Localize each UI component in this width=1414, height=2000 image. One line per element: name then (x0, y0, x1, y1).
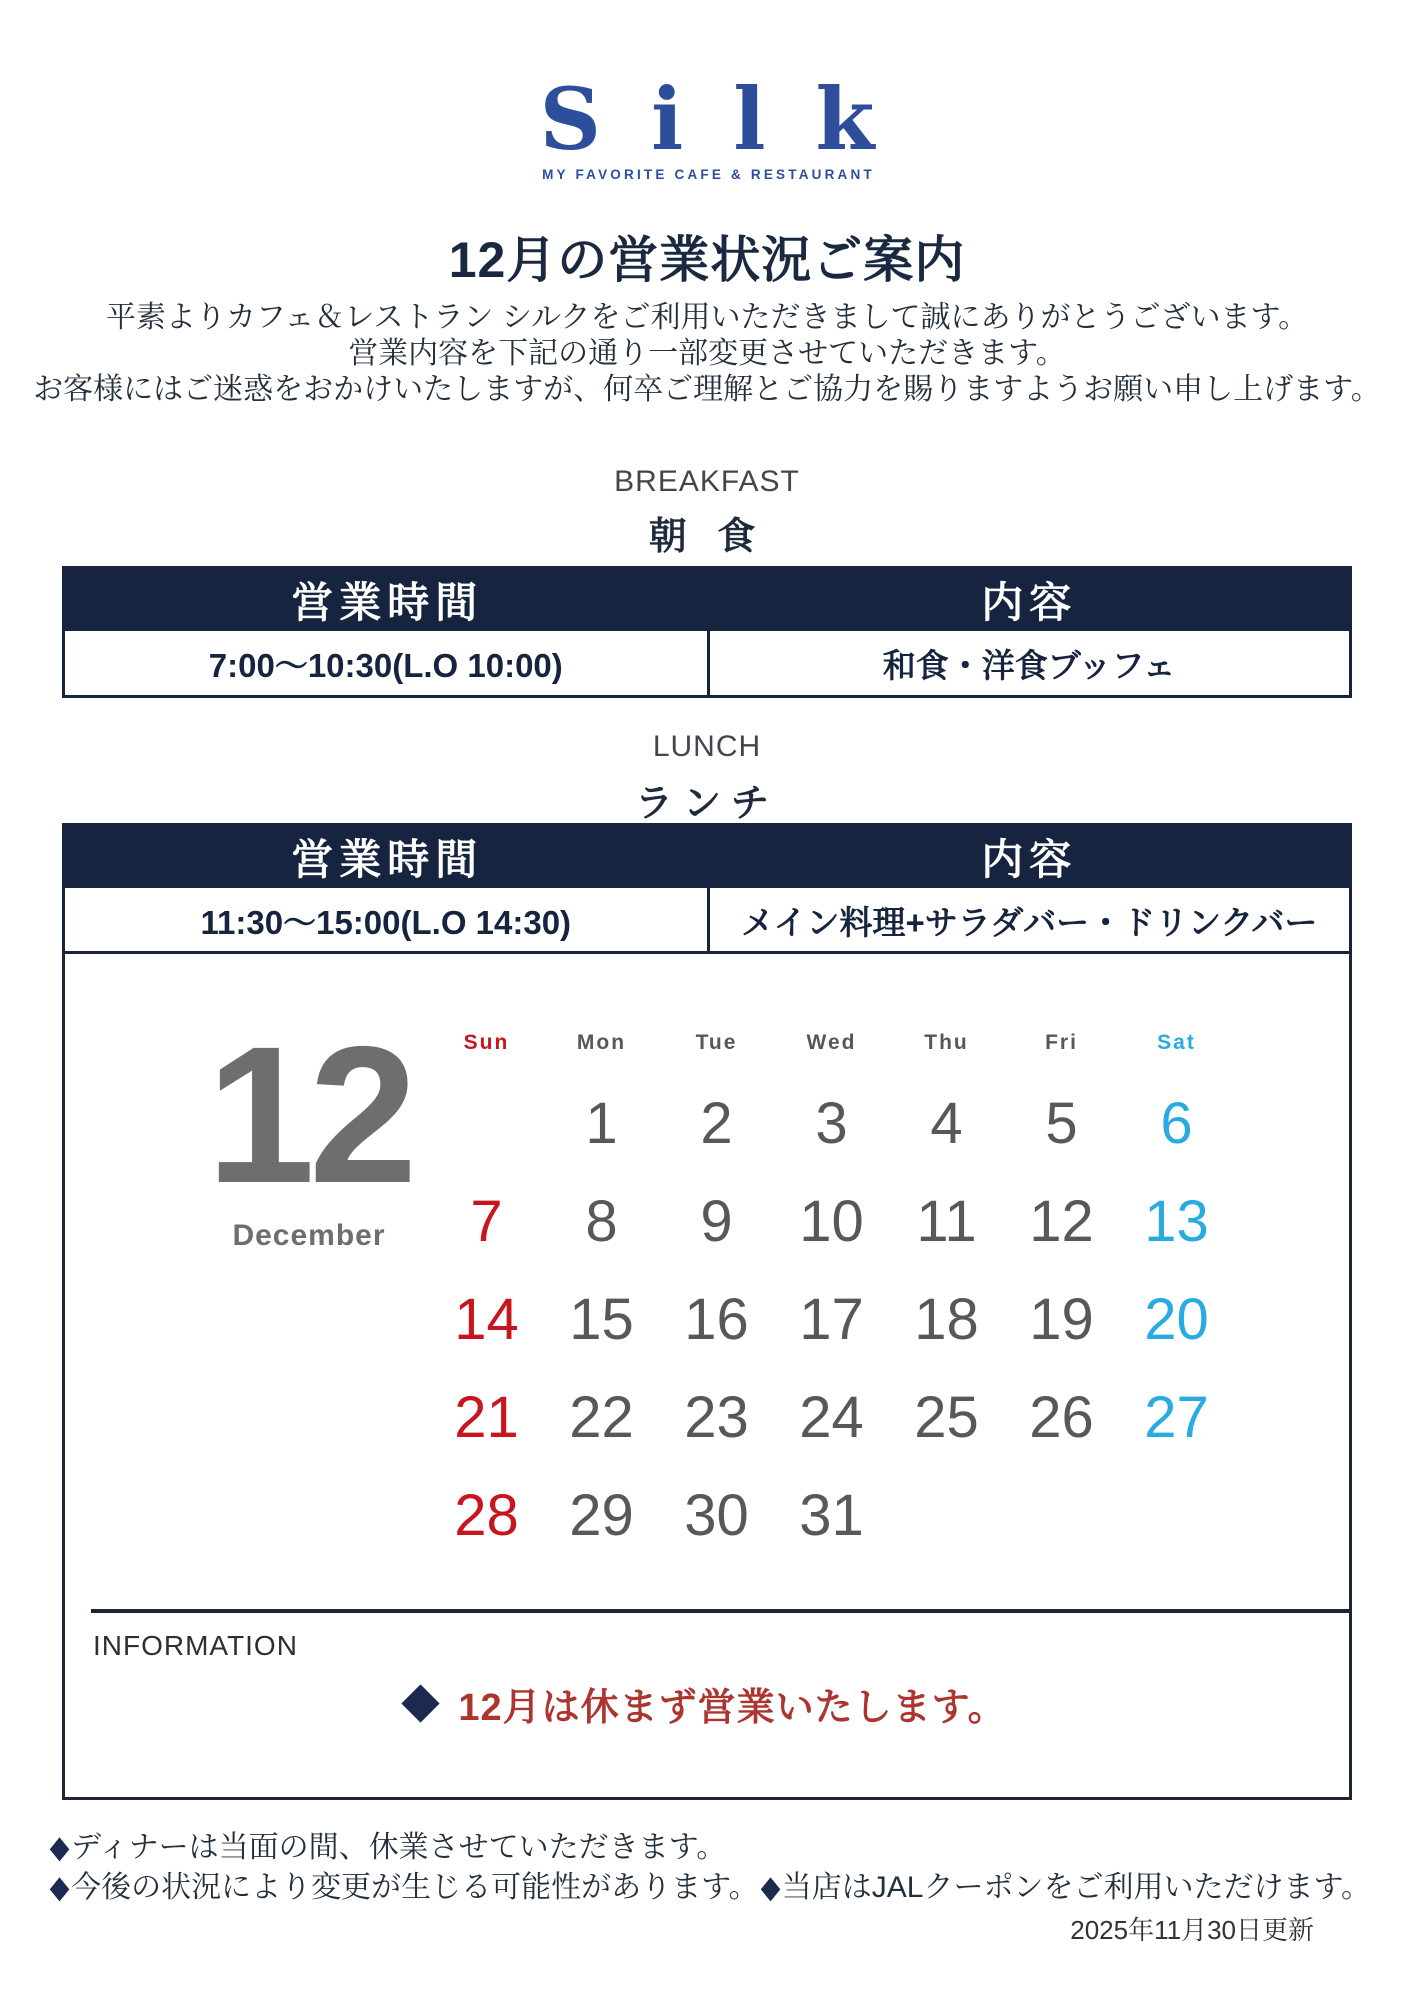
intro-line-2: 営業内容を下記の通り一部変更させていただきます。 (348, 337, 1066, 370)
calendar-date: 7 (470, 1188, 503, 1254)
calendar-date: 22 (569, 1384, 634, 1450)
calendar-date: 27 (1144, 1384, 1209, 1450)
calendar-date: 13 (1144, 1188, 1209, 1254)
calendar-date: 1 (585, 1090, 618, 1156)
footer-note-2 (48, 1862, 1384, 1906)
calendar-date: 18 (914, 1286, 979, 1352)
page-title: 12月の営業状況ご案内 (448, 232, 966, 288)
weekday-label-sat: Sat (1157, 1031, 1196, 1054)
breakfast-time: 7:00〜10:30(L.O 10:00) (65, 631, 710, 695)
footer-note-1-text: ディナーは当面の間、休業させていただきます。 (71, 1831, 727, 1864)
weekday-label-fri: Fri (1045, 1031, 1078, 1054)
calendar-date: 14 (454, 1286, 519, 1352)
diamond-icon: ◆ (49, 1830, 70, 1865)
calendar-date: 11 (916, 1188, 977, 1254)
calendar-date (889, 1466, 1004, 1564)
lunch-heading-ja: ランチ (634, 783, 779, 825)
calendar-date: 12 (1029, 1188, 1094, 1254)
calendar-date (1119, 1466, 1234, 1564)
weekday-label-sun: Sun (463, 1031, 510, 1054)
breakfast-col-content: 内容 (981, 579, 1078, 626)
lunch-table (62, 823, 1352, 955)
calendar-date: 21 (454, 1384, 519, 1450)
calendar-date: 3 (815, 1090, 848, 1156)
breakfast-heading-ja: 朝 食 (648, 516, 766, 558)
calendar-date (1004, 1466, 1119, 1564)
breakfast-table (62, 566, 1352, 698)
calendar-date: 24 (799, 1384, 864, 1450)
calendar-grid (429, 1012, 1234, 1564)
calendar-date: 15 (569, 1286, 634, 1352)
restaurant-logo (0, 70, 1414, 182)
calendar-date: 10 (799, 1188, 864, 1254)
logo-tagline: MY FAVORITE CAFE & RESTAURANT (542, 167, 875, 182)
calendar-date: 30 (684, 1482, 749, 1548)
breakfast-col-time: 営業時間 (291, 579, 484, 626)
footer-note-3-text: 当店はJALクーポンをご利用いただけます。 (781, 1871, 1372, 1904)
calendar-date: 2 (700, 1090, 733, 1156)
lunch-heading-en: LUNCH (652, 730, 762, 763)
diamond-icon: ◆ (760, 1870, 781, 1905)
diamond-icon: ◆ (49, 1870, 70, 1905)
calendar-date: 8 (585, 1188, 618, 1254)
calendar-date: 6 (1160, 1090, 1193, 1156)
intro-line-1: 平素よりカフェ＆レストラン シルクをご利用いただきまして誠にありがとうございます。 (105, 301, 1309, 334)
calendar-date: 26 (1029, 1384, 1094, 1450)
breakfast-content: 和食・洋食ブッフェ (882, 646, 1176, 684)
lunch-table-header (65, 826, 1349, 888)
calendar-month-block (199, 1006, 419, 1253)
calendar-box (62, 951, 1352, 1800)
calendar-date: 20 (1144, 1286, 1209, 1352)
notice-text: 12月は休まず営業いたします。 (458, 1687, 1007, 1729)
weekday-label-mon: Mon (576, 1031, 627, 1054)
breakfast-table-row (65, 631, 1349, 695)
breakfast-heading-en: BREAKFAST (614, 465, 800, 498)
calendar-date: 5 (1045, 1090, 1078, 1156)
diamond-icon (402, 1684, 440, 1722)
lunch-table-row (65, 888, 1349, 952)
notice-row (65, 1676, 1349, 1731)
information-divider (91, 1609, 1349, 1613)
weekday-label-thu: Thu (924, 1031, 969, 1054)
calendar-date (429, 1074, 544, 1172)
calendar-date: 31 (799, 1482, 864, 1548)
calendar-month-number: 12 (206, 1006, 412, 1224)
intro-paragraph (0, 300, 1414, 408)
calendar-date: 16 (684, 1286, 749, 1352)
lunch-time: 11:30〜15:00(L.O 14:30) (65, 888, 710, 952)
calendar-month-name: December (232, 1219, 386, 1252)
lunch-col-content: 内容 (981, 836, 1078, 883)
footer-note-1 (48, 1822, 1384, 1866)
calendar-date: 28 (454, 1482, 519, 1548)
calendar-date: 23 (684, 1384, 749, 1450)
footer-note-2-text: 今後の状況により変更が生じる可能性があります。 (71, 1871, 759, 1904)
calendar-date: 29 (569, 1482, 634, 1548)
calendar-date: 17 (799, 1286, 864, 1352)
calendar-date: 19 (1029, 1286, 1094, 1352)
lunch-col-time: 営業時間 (291, 836, 484, 883)
calendar-date: 25 (914, 1384, 979, 1450)
lunch-content: メイン料理+サラダバー・ドリンクバー (741, 903, 1318, 941)
logo-wordmark: Silk (539, 70, 925, 170)
calendar-date: 9 (700, 1188, 733, 1254)
information-label: INFORMATION (93, 1630, 298, 1661)
updated-date: 2025年11月30日更新 (1070, 1915, 1314, 1945)
weekday-label-wed: Wed (806, 1031, 857, 1054)
breakfast-table-header (65, 569, 1349, 631)
weekday-label-tue: Tue (695, 1031, 738, 1054)
calendar-date: 4 (930, 1090, 963, 1156)
intro-line-3: お客様にはご迷惑をおかけいたしますが、何卒ご理解とご協力を賜りますようお願い申し上げます。 (33, 373, 1381, 406)
